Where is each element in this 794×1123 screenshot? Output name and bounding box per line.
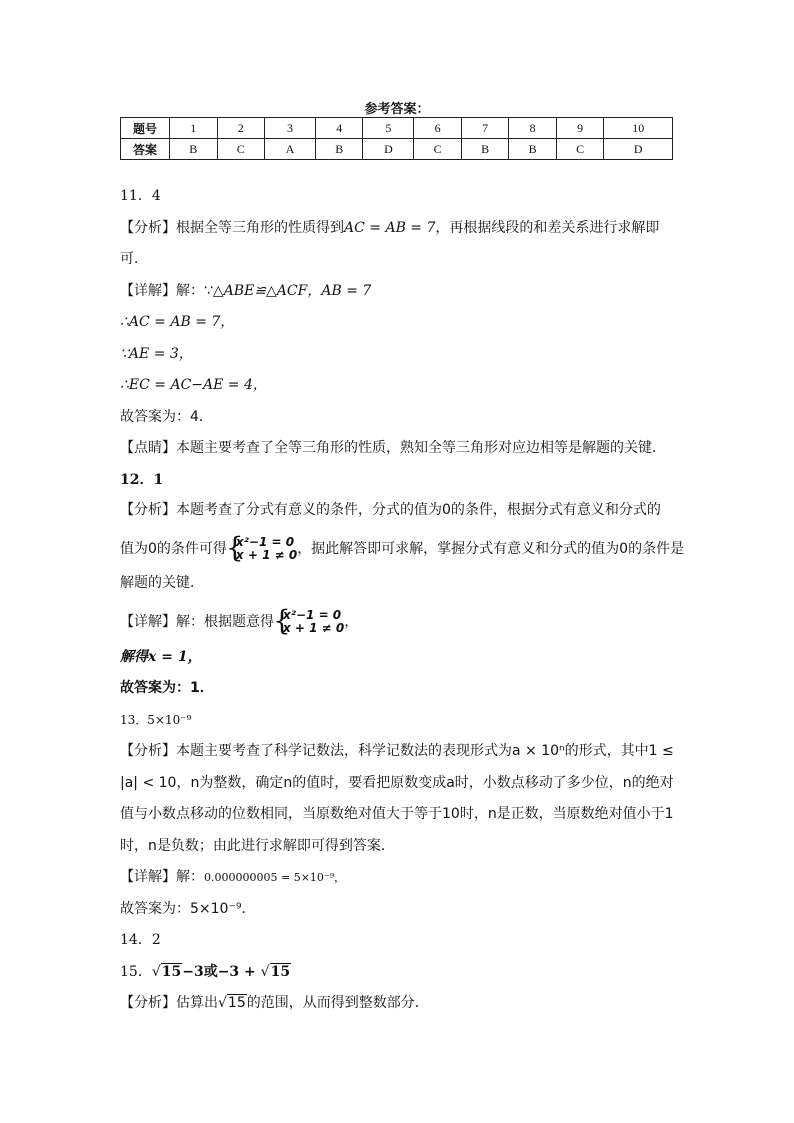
text: 本题考查了分式有意义的条件，分式的值为0的条件，根据分式有意义和分式的	[176, 502, 661, 518]
sqrt-symbol: √15	[218, 995, 246, 1011]
answer-cell: C	[414, 139, 462, 160]
text: ，再根据线段的和差关系进行求解即	[435, 220, 660, 236]
analysis-tag: 【分析】	[120, 502, 176, 518]
math: △ABE≌△ACF，AB = 7	[212, 283, 372, 299]
text: ，据此解答即可求解，掌握分式有意义和分式的值为0的条件是	[297, 541, 685, 557]
q13-analysis-3: 值与小数点移动的位数相同，当原数绝对值大于等于10时，n是正数，当原数绝对值小于1	[120, 806, 674, 822]
answer-label: 答案	[121, 139, 170, 160]
math: AC = AB = 7	[344, 220, 436, 236]
text: 解：	[176, 869, 204, 885]
q12-detail	[120, 604, 359, 637]
detail-tag: 【详解】	[120, 869, 176, 885]
answer-cell: A	[265, 139, 316, 160]
answer-cell: B	[315, 139, 363, 160]
equation-1: x²−1 = 0	[283, 608, 342, 622]
q11-heading: 11．4	[120, 188, 161, 204]
q12-analysis	[120, 500, 661, 520]
text: 的范围，从而得到整数部分．	[246, 995, 429, 1011]
answer-table-header-row	[121, 118, 673, 139]
q13-detail	[120, 867, 345, 888]
text: 根据全等三角形的性质得到	[176, 220, 344, 236]
q11-detail	[120, 281, 371, 301]
equation-system: { x²−1 = 0 x + 1 ≠ 0	[273, 604, 345, 637]
analysis-tag: 【分析】	[120, 220, 176, 236]
equation-system: { x²−1 = 0 x + 1 ≠ 0	[225, 531, 298, 564]
page-title: 参考答案：	[364, 102, 430, 117]
radicand: 15	[227, 995, 246, 1011]
analysis-tag: 【分析】	[120, 995, 176, 1011]
answer-cell: B	[509, 139, 557, 160]
q13-analysis	[120, 741, 674, 761]
q12-analysis-end: 解题的关键．	[120, 575, 204, 591]
text: ，	[344, 614, 359, 630]
text: 解：根据题意得	[176, 614, 274, 630]
question-number-cell: 10	[604, 118, 673, 139]
answer-cell: C	[217, 139, 265, 160]
detail-tag: 【详解】	[120, 283, 176, 299]
q14-heading: 14．2	[120, 932, 161, 948]
answer-cell: B	[170, 139, 218, 160]
answer-cell: D	[363, 139, 414, 160]
q13-analysis-4: 时，n是负数；由此进行求解即可得到答案．	[120, 838, 395, 854]
q11-analysis	[120, 218, 659, 238]
q11-answer: 故答案为：4．	[120, 409, 213, 425]
analysis-tag: 【分析】	[120, 743, 176, 759]
equation-2: x + 1 ≠ 0	[283, 621, 345, 635]
note-tag: 【点睛】	[120, 440, 176, 456]
text: 值为0的条件可得	[120, 541, 227, 557]
radicand: 15	[270, 964, 291, 980]
equation-2: x + 1 ≠ 0	[235, 548, 298, 562]
q12-analysis-cont	[120, 531, 685, 564]
text: 解：∵	[176, 283, 213, 299]
text: 本题主要考查了科学记数法，科学记数法的表现形式为a × 10ⁿ的形式，其中1 ≤	[176, 743, 674, 759]
question-number-cell: 6	[414, 118, 462, 139]
q11-step-2: ∵AE = 3，	[120, 346, 193, 362]
q15-heading	[120, 962, 291, 982]
question-number-cell: 7	[461, 118, 509, 139]
q13-analysis-2: |a| < 10，n为整数，确定n的值时，要看把原数变成a时，小数点移动了多少位，n的绝对	[120, 775, 674, 791]
q11-note	[120, 438, 666, 458]
q11-step-3: ∴EC = AC−AE = 4，	[120, 377, 267, 393]
q11-analysis-cont: 可．	[120, 251, 148, 267]
question-number-cell: 8	[509, 118, 557, 139]
q13-heading: 13．5×10⁻⁹	[120, 713, 192, 727]
q15-analysis	[120, 993, 429, 1013]
radicand: 15	[161, 964, 182, 980]
question-number: 15．	[120, 964, 152, 980]
math: 0.000000005 = 5×10⁻⁹，	[204, 871, 346, 884]
answer-table-answer-row	[121, 139, 673, 160]
q12-step-1: 解得x = 1，	[120, 649, 202, 665]
question-number-cell: 9	[556, 118, 604, 139]
text: 本题主要考查了全等三角形的性质，熟知全等三角形对应边相等是解题的关键．	[176, 440, 666, 456]
q12-answer: 故答案为：1．	[120, 680, 214, 696]
answer-cell: C	[556, 139, 604, 160]
equation-1: x²−1 = 0	[235, 535, 295, 549]
text: 估算出	[176, 995, 218, 1011]
detail-tag: 【详解】	[120, 614, 176, 630]
text: −3或−3 +	[182, 964, 261, 980]
sqrt-symbol: √15	[151, 964, 182, 980]
question-number-cell: 3	[265, 118, 316, 139]
answer-table	[120, 117, 673, 160]
question-number-cell: 2	[217, 118, 265, 139]
header-label: 题号	[121, 118, 170, 139]
q11-step-1: ∴AC = AB = 7，	[120, 314, 235, 330]
q13-answer: 故答案为：5×10⁻⁹．	[120, 901, 256, 917]
question-number-cell: 5	[363, 118, 414, 139]
question-number-cell: 4	[315, 118, 363, 139]
answer-cell: B	[461, 139, 509, 160]
question-number-cell: 1	[170, 118, 218, 139]
q12-heading: 12．1	[120, 472, 164, 488]
answer-cell: D	[604, 139, 673, 160]
sqrt-symbol: √15	[260, 964, 291, 980]
